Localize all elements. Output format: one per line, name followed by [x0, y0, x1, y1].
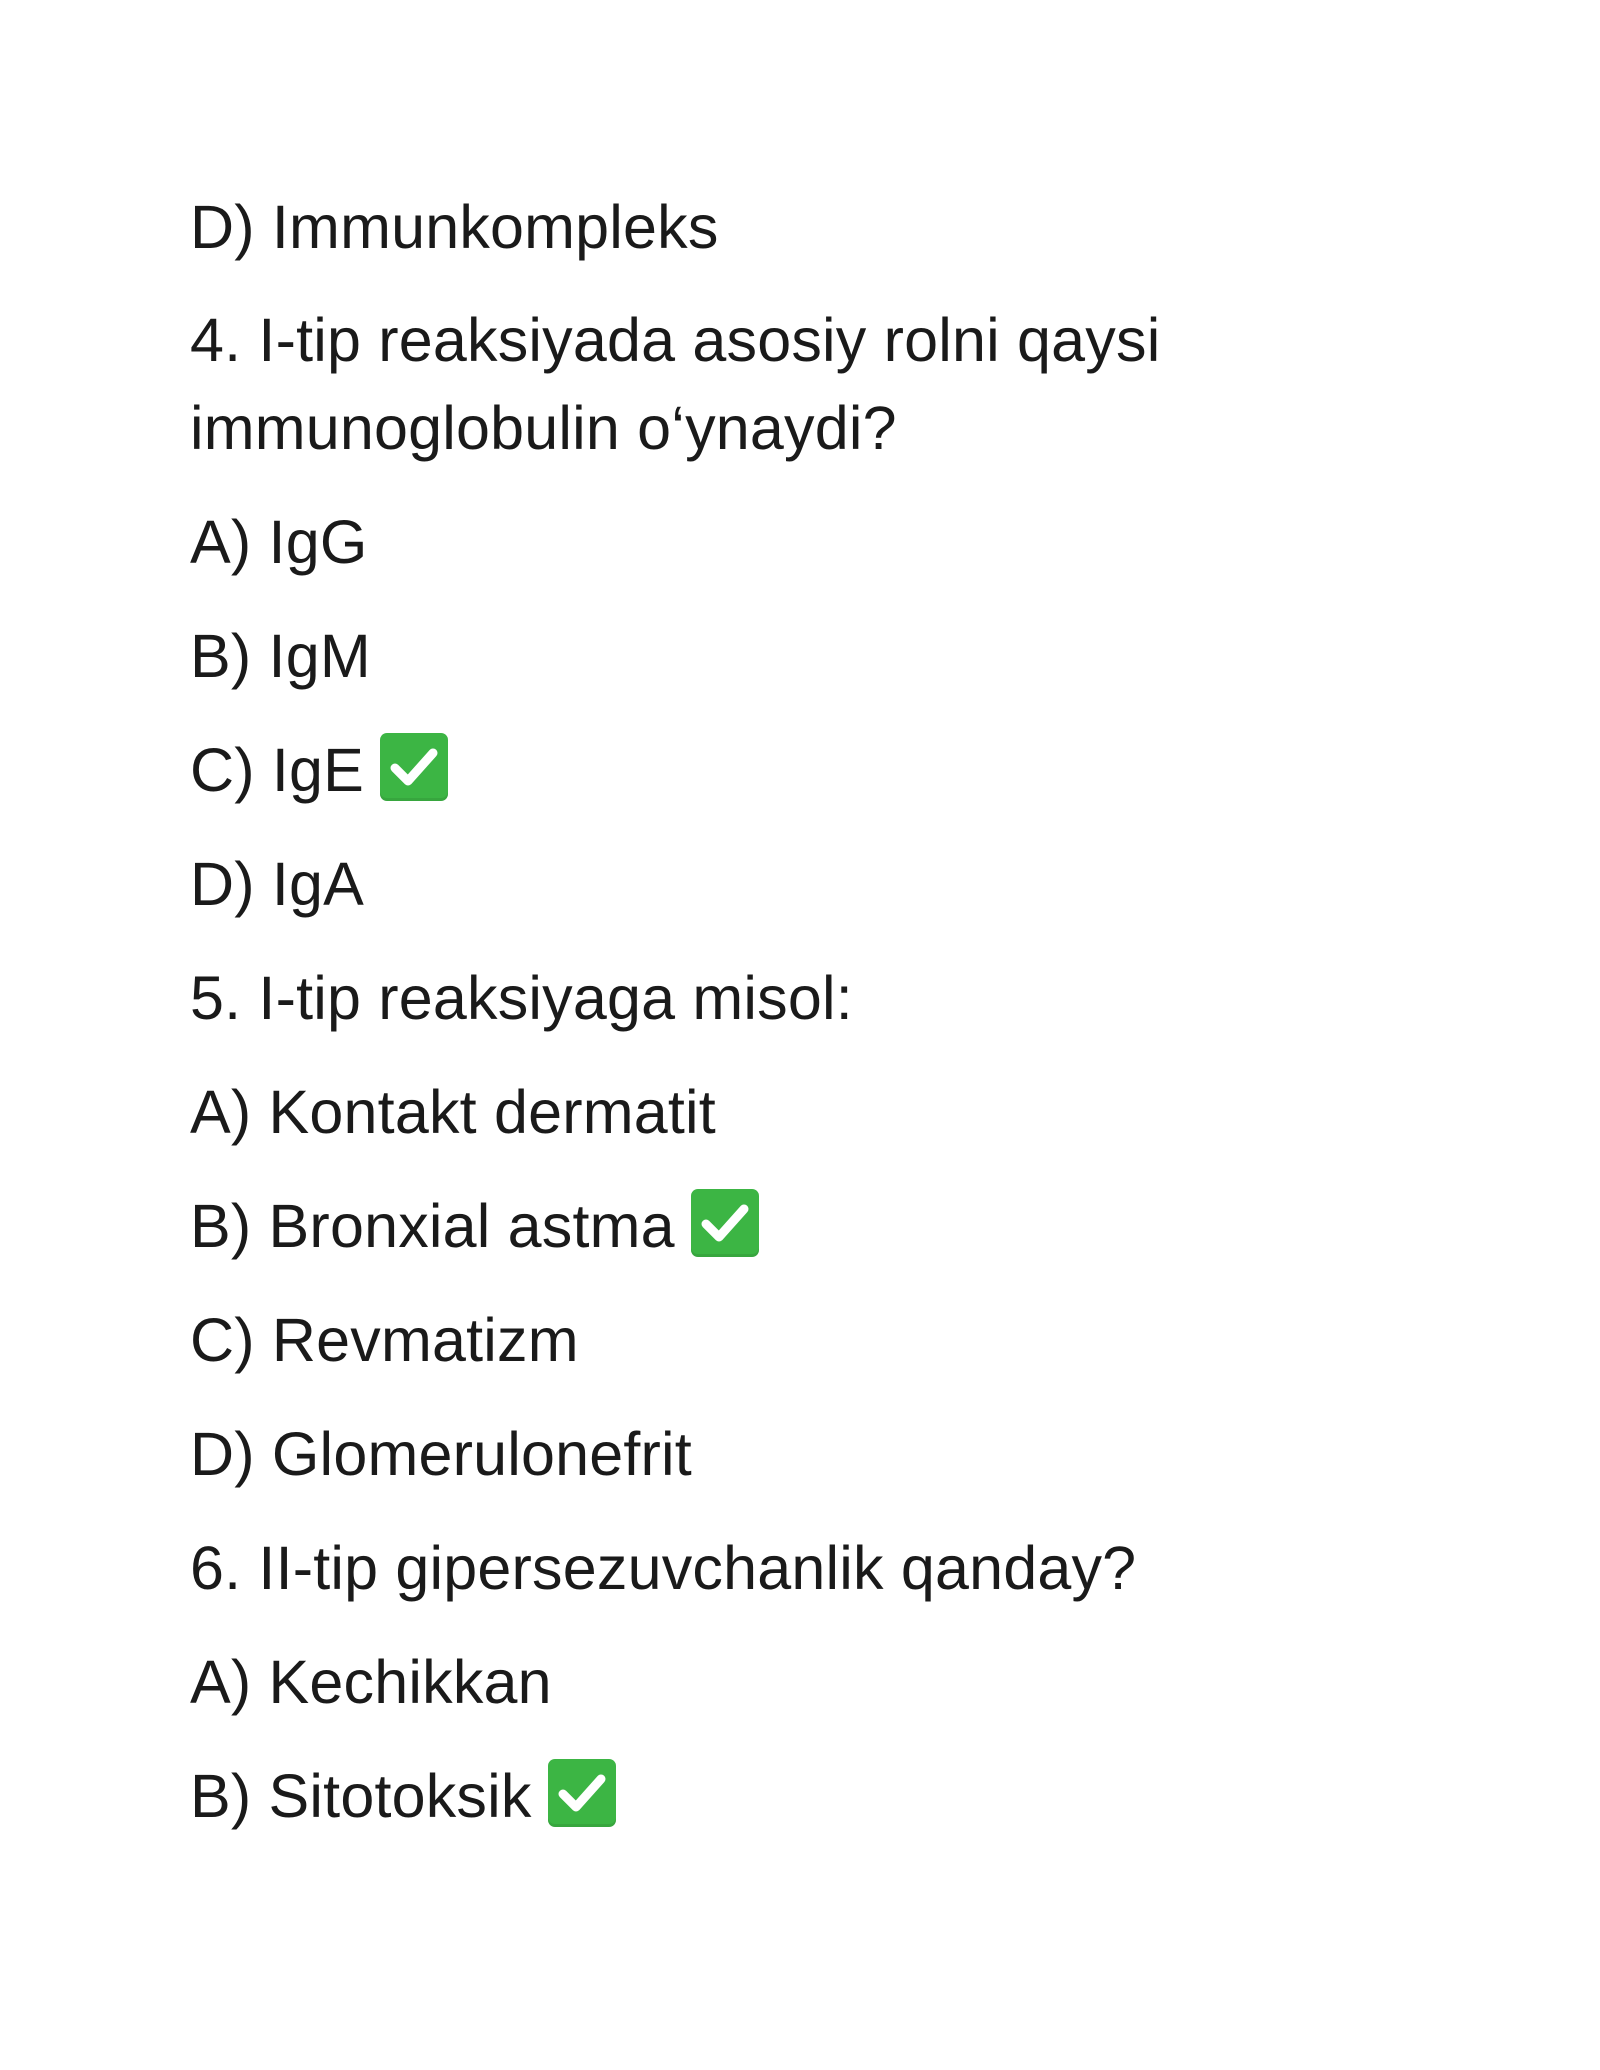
option-text: C) IgE	[190, 736, 365, 804]
check-mark-button-icon	[380, 733, 448, 801]
option-line	[190, 1412, 692, 1496]
question-text: 5. I-tip reaksiyaga misol:	[190, 964, 853, 1032]
option-line	[190, 1298, 579, 1382]
question-text: immunoglobulin o‘ynaydi?	[190, 394, 897, 462]
option-line-correct	[190, 1754, 616, 1838]
option-text: A) IgG	[190, 508, 368, 576]
option-line-correct	[190, 728, 448, 812]
option-line-correct	[190, 1184, 759, 1268]
option-text: D) Glomerulonefrit	[190, 1420, 692, 1488]
option-text: B) Sitotoksik	[190, 1762, 532, 1830]
option-line	[190, 1640, 552, 1724]
option-text: C) Revmatizm	[190, 1306, 579, 1374]
option-line	[190, 614, 371, 698]
option-line	[190, 500, 367, 584]
option-line	[190, 185, 719, 269]
question-text: 4. I-tip reaksiyada asosiy rolni qaysi	[190, 306, 1161, 374]
option-text: A) Kontakt dermatit	[190, 1078, 716, 1146]
option-text: D) Immunkompleks	[190, 193, 719, 261]
question-text: 6. II-tip gipersezuvchanlik qanday?	[190, 1534, 1137, 1602]
check-mark-button-icon	[548, 1759, 616, 1827]
check-mark-button-icon	[691, 1189, 759, 1257]
option-text: B) IgM	[190, 622, 371, 690]
option-text: B) Bronxial astma	[190, 1192, 675, 1260]
option-line	[190, 842, 364, 926]
question-line	[190, 956, 853, 1040]
option-line	[190, 1070, 716, 1154]
option-text: D) IgA	[190, 850, 365, 918]
question-line	[190, 386, 897, 470]
option-text: A) Kechikkan	[190, 1648, 552, 1716]
question-line	[190, 298, 1160, 382]
question-line	[190, 1526, 1136, 1610]
